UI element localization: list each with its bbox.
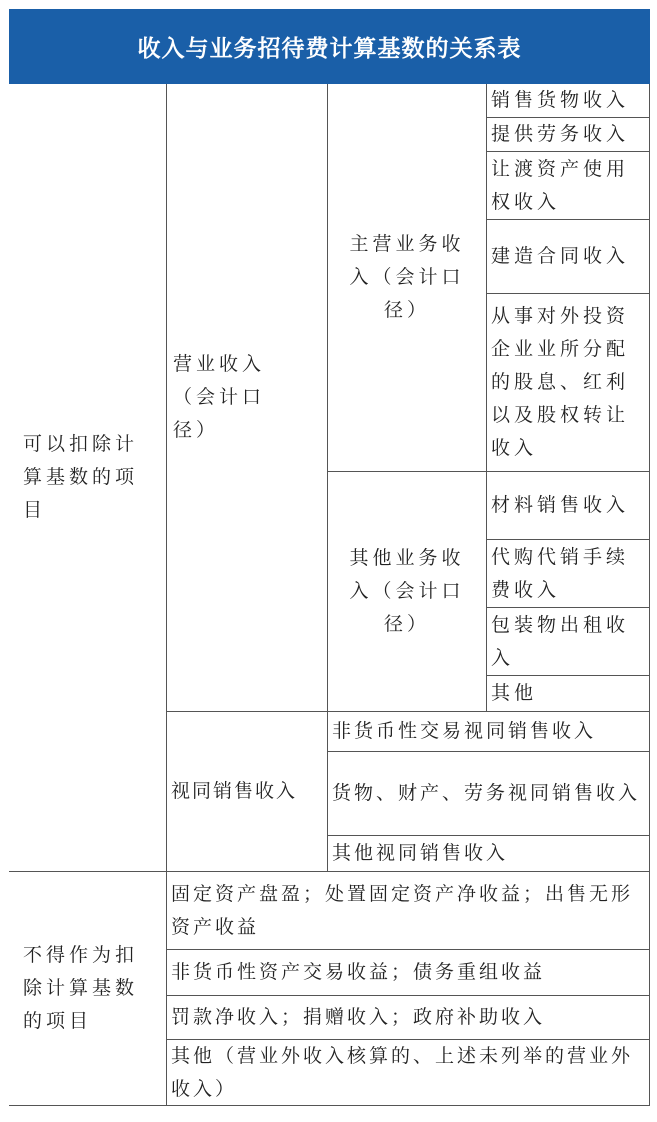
non-deductible-item-text: 非货币性资产交易收益；债务重组收益 <box>171 961 546 983</box>
other-item-text: 其他 <box>491 682 538 704</box>
deemed-item-text: 货物、财产、劳务视同销售收入 <box>332 782 641 804</box>
main-item-2 <box>487 118 650 152</box>
non-deductible-category-cell <box>9 872 167 1106</box>
main-business-label: 主营业务收入（会计口径） <box>349 233 465 321</box>
main-item-text: 从事对外投资企业业所分配的股息、红利以及股权转让收入 <box>491 305 630 459</box>
deemed-sales-cell <box>167 712 328 872</box>
deemed-item-1 <box>328 712 650 752</box>
non-deductible-item-2 <box>167 950 650 996</box>
main-item-text: 让渡资产使用权收入 <box>491 157 630 213</box>
main-item-text: 销售货物收入 <box>491 89 630 111</box>
other-item-1 <box>487 472 650 540</box>
main-item-1 <box>487 84 650 118</box>
main-item-4 <box>487 220 650 294</box>
non-deductible-item-text: 其他（营业外收入核算的、上述未列举的营业外收入） <box>171 1044 634 1100</box>
operating-income-cell <box>167 84 328 712</box>
main-item-text: 建造合同收入 <box>491 245 630 267</box>
deemed-item-2 <box>328 752 650 836</box>
deemed-item-text: 非货币性交易视同销售收入 <box>332 720 597 742</box>
other-item-4 <box>487 676 650 712</box>
operating-income-label: 营业收入（会计口径） <box>173 353 266 441</box>
main-item-5 <box>487 294 650 472</box>
other-item-2 <box>487 540 650 608</box>
non-deductible-item-text: 固定资产盘盈；处置固定资产净收益；出售无形资产收益 <box>171 882 634 938</box>
non-deductible-category-label: 不得作为扣除计算基数的项目 <box>23 944 139 1032</box>
other-item-text: 代购代销手续费收入 <box>491 545 630 601</box>
non-deductible-item-4 <box>167 1040 650 1106</box>
main-item-text: 提供劳务收入 <box>491 123 630 145</box>
other-item-text: 材料销售收入 <box>491 494 630 516</box>
table-title-banner <box>9 9 650 84</box>
deemed-sales-label: 视同销售收入 <box>171 780 298 802</box>
other-item-text: 包装物出租收入 <box>491 613 630 669</box>
main-business-cell <box>328 84 487 472</box>
deductible-category-cell <box>9 84 167 872</box>
other-business-label: 其他业务收入（会计口径） <box>349 547 465 635</box>
main-item-3 <box>487 152 650 220</box>
other-item-3 <box>487 608 650 676</box>
non-deductible-item-3 <box>167 996 650 1040</box>
deductible-category-label: 可以扣除计算基数的项目 <box>23 433 139 521</box>
deemed-item-3 <box>328 836 650 872</box>
table-title: 收入与业务招待费计算基数的关系表 <box>137 36 522 62</box>
other-business-cell <box>328 472 487 712</box>
non-deductible-item-text: 罚款净收入；捐赠收入；政府补助收入 <box>171 1006 546 1028</box>
deemed-item-text: 其他视同销售收入 <box>332 842 509 864</box>
non-deductible-item-1 <box>167 872 650 950</box>
